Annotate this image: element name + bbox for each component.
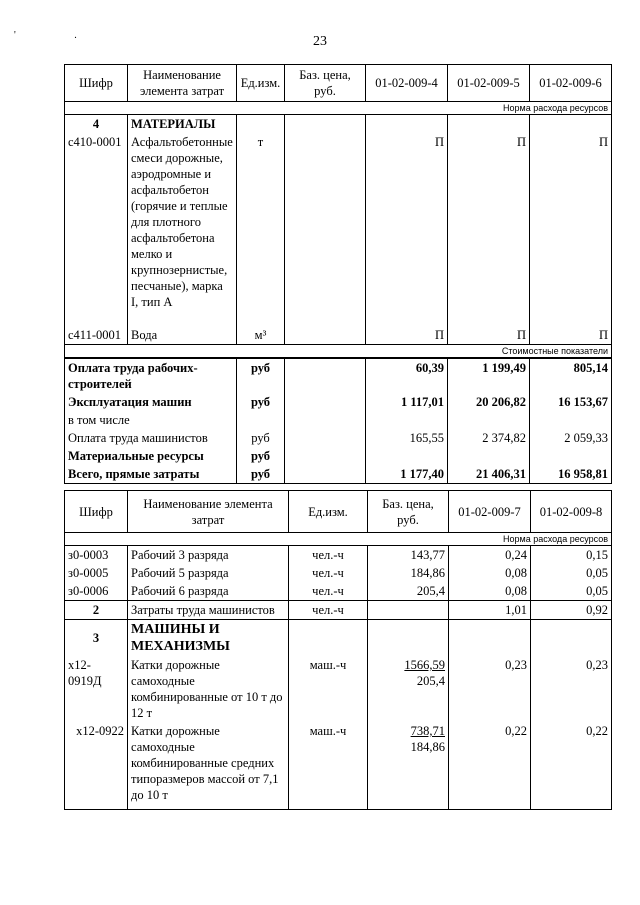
table-row: [65, 722, 612, 810]
row-price: [368, 601, 449, 620]
cost-value-1: [366, 447, 448, 465]
table-row: [65, 326, 612, 345]
row-value-1: П: [366, 326, 448, 345]
row-code: 2: [65, 601, 128, 620]
cost-value-3: 805,14: [530, 358, 612, 393]
row-unit: чел.-ч: [289, 546, 368, 565]
cost-value-2: [448, 411, 530, 429]
row-name: Катки дорожные самоходные комбинированные от 10 т до 12 т: [128, 656, 289, 722]
row-unit: чел.-ч: [289, 601, 368, 620]
header-price: Баз. цена, руб.: [285, 65, 366, 102]
page-number: 23: [313, 34, 327, 49]
table-row: [65, 133, 612, 326]
cost-unit: руб: [237, 393, 285, 411]
row-value-2: 0,22: [531, 722, 612, 810]
norm-label: Норма расхода ресурсов: [65, 533, 612, 546]
cost-value-3: [530, 447, 612, 465]
row-value-2: П: [448, 133, 530, 326]
cost-value-2: 20 206,82: [448, 393, 530, 411]
header-col-2: 01-02-009-8: [531, 491, 612, 533]
row-code: с411-0001: [65, 326, 128, 345]
cost-name: Эксплуатация машин: [65, 393, 237, 411]
cost-unit: руб: [237, 447, 285, 465]
cost-value-1: 1 117,01: [366, 393, 448, 411]
row-value-2: 0,23: [531, 656, 612, 722]
cost-value-1: 165,55: [366, 429, 448, 447]
table-row: [65, 582, 612, 601]
row-value-1: 0,23: [449, 656, 531, 722]
cost-value-1: [366, 411, 448, 429]
row-price: [285, 133, 366, 326]
header-unit: Ед.изм.: [237, 65, 285, 102]
section-code: 4: [65, 115, 128, 134]
section-title: МАТЕРИАЛЫ: [128, 115, 237, 134]
row-price-secondary: 205,4: [416, 674, 445, 688]
row-unit: маш.-ч: [289, 722, 368, 810]
cost-value-1: 1 177,40: [366, 465, 448, 484]
row-name: Рабочий 5 разряда: [128, 564, 289, 582]
cost-value-1: 60,39: [366, 358, 448, 393]
row-name: Затраты труда машинистов: [128, 601, 289, 620]
row-unit: т: [237, 133, 285, 326]
cost-value-2: 1 199,49: [448, 358, 530, 393]
header-name: Наименование элемента затрат: [128, 65, 237, 102]
row-price: 184,86: [368, 564, 449, 582]
row-unit: чел.-ч: [289, 582, 368, 601]
row-value-1: 0,08: [449, 564, 531, 582]
cost-value-3: [530, 411, 612, 429]
row-code: з0-0005: [65, 564, 128, 582]
row-price: 738,71: [410, 724, 445, 738]
table-row: [65, 656, 612, 722]
cost-row: [65, 358, 612, 393]
header-name: Наименование элемента затрат: [128, 491, 289, 533]
table-row: [65, 564, 612, 582]
cost-name: Материальные ресурсы: [65, 447, 237, 465]
cost-value-2: 2 374,82: [448, 429, 530, 447]
norm-label: Норма расхода ресурсов: [65, 102, 612, 115]
cost-row: [65, 393, 612, 411]
row-code: с410-0001: [65, 133, 128, 326]
row-value-2: 0,05: [531, 582, 612, 601]
cost-unit: руб: [237, 429, 285, 447]
row-code: х12-0922: [65, 722, 128, 810]
row-value-2: 0,15: [531, 546, 612, 565]
row-price-secondary: 184,86: [410, 740, 445, 754]
row-value-1: 0,22: [449, 722, 531, 810]
cost-row: [65, 411, 612, 429]
cost-name: в том числе: [65, 411, 237, 429]
section-title: МАШИНЫ И МЕХАНИЗМЫ: [128, 620, 289, 657]
row-value-3: П: [530, 326, 612, 345]
row-value-3: П: [530, 133, 612, 326]
resource-table-2: [64, 490, 612, 810]
table-row: [65, 546, 612, 565]
row-name: Рабочий 3 разряда: [128, 546, 289, 565]
header-col-1: 01-02-009-4: [366, 65, 448, 102]
header-col-3: 01-02-009-6: [530, 65, 612, 102]
row-value-2: П: [448, 326, 530, 345]
row-price: 143,77: [368, 546, 449, 565]
row-unit: чел.-ч: [289, 564, 368, 582]
cost-unit: [237, 411, 285, 429]
row-name: Рабочий 6 разряда: [128, 582, 289, 601]
cost-value-3: 2 059,33: [530, 429, 612, 447]
cost-value-3: 16 958,81: [530, 465, 612, 484]
cost-unit: руб: [237, 465, 285, 484]
cost-value-2: [448, 447, 530, 465]
cost-value-2: 21 406,31: [448, 465, 530, 484]
header-code: Шифр: [65, 65, 128, 102]
cost-label: Стоимостные показатели: [65, 345, 612, 359]
row-name: Катки дорожные самоходные комбинированные средних типоразмеров массой от 7,1 до 10 т: [128, 722, 289, 810]
cost-unit: руб: [237, 358, 285, 393]
row-price: [285, 326, 366, 345]
row-name: Вода: [128, 326, 237, 345]
row-unit: маш.-ч: [289, 656, 368, 722]
cost-name: Оплата труда рабочих-строителей: [65, 358, 237, 393]
cost-name: Всего, прямые затраты: [65, 465, 237, 484]
row-value-1: 1,01: [449, 601, 531, 620]
row-price: 205,4: [368, 582, 449, 601]
row-value-1: 0,08: [449, 582, 531, 601]
row-unit: м³: [237, 326, 285, 345]
header-code: Шифр: [65, 491, 128, 533]
table-row: [65, 601, 612, 620]
row-value-2: 0,05: [531, 564, 612, 582]
cost-value-3: 16 153,67: [530, 393, 612, 411]
header-col-2: 01-02-009-5: [448, 65, 530, 102]
header-price: Баз. цена, руб.: [368, 491, 449, 533]
scan-marks: ' .: [14, 30, 105, 41]
row-code: з0-0006: [65, 582, 128, 601]
cost-row: [65, 429, 612, 447]
resource-table-1: [64, 64, 612, 484]
row-value-1: П: [366, 133, 448, 326]
header-col-1: 01-02-009-7: [449, 491, 531, 533]
row-value-2: 0,92: [531, 601, 612, 620]
cost-row: [65, 465, 612, 484]
row-code: х12-0919Д: [65, 656, 128, 722]
cost-row: [65, 447, 612, 465]
row-name: Асфальтобетонные смеси дорожные, аэродромные и асфальтобетон (горячие и теплые для плотного асфальтобетона мелко и крупнозернистые, песчаные), марка I, тип А: [128, 133, 237, 326]
cost-name: Оплата труда машинистов: [65, 429, 237, 447]
row-price: 1566,59: [404, 658, 445, 672]
header-unit: Ед.изм.: [289, 491, 368, 533]
section-code: 3: [65, 620, 128, 657]
row-value-1: 0,24: [449, 546, 531, 565]
row-code: з0-0003: [65, 546, 128, 565]
